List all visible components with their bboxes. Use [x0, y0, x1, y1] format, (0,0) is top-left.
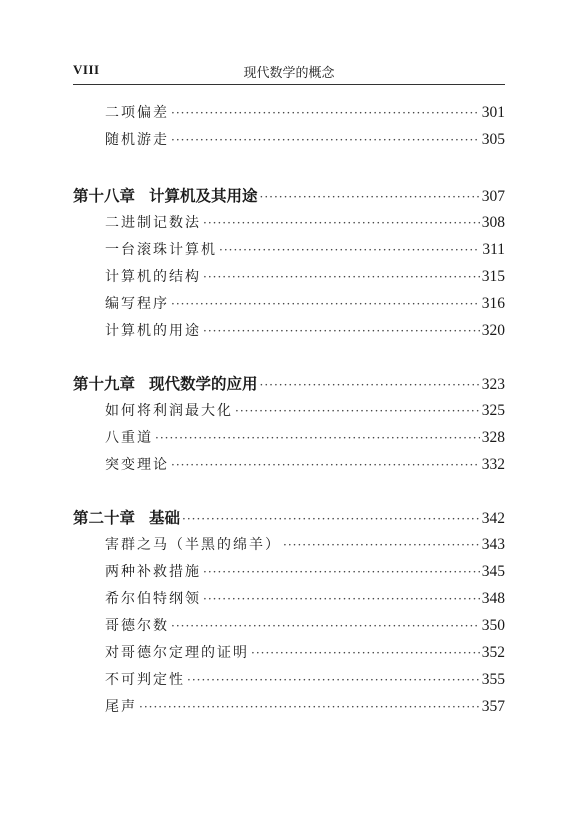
toc-entry-page: 308 — [481, 214, 505, 231]
dot-leader — [171, 127, 480, 154]
dot-leader — [171, 291, 480, 318]
toc-entry[interactable] — [73, 99, 505, 126]
chapter-number: 第二十章 — [73, 508, 136, 527]
toc-entry[interactable] — [73, 397, 505, 424]
chapter-page: 342 — [481, 510, 505, 527]
toc-entry-page: 320 — [481, 322, 505, 339]
toc-entry[interactable] — [73, 424, 505, 451]
toc-entry-title: 如何将利润最大化 — [105, 403, 233, 419]
toc-entry[interactable] — [73, 236, 505, 263]
toc-entry-title: 害群之马（半黑的绵羊） — [105, 537, 281, 553]
dot-leader — [187, 667, 480, 694]
toc-entry-title: 计算机的结构 — [105, 269, 201, 285]
toc-entry-page: 325 — [481, 402, 505, 419]
dot-leader — [203, 318, 480, 345]
dot-leader — [203, 210, 480, 237]
chapter-number: 第十九章 — [73, 374, 136, 393]
dot-leader — [251, 640, 480, 667]
chapter-title: 计算机及其用途 — [149, 186, 258, 205]
dot-leader — [171, 100, 480, 127]
chapter-number: 第十八章 — [73, 186, 136, 205]
toc-entry-page: 316 — [481, 295, 505, 312]
toc-entry-title: 两种补救措施 — [105, 564, 201, 580]
dot-leader — [155, 425, 480, 452]
page-number-roman: VIII — [73, 62, 100, 77]
toc-entry-page: 348 — [481, 590, 505, 607]
toc-entry[interactable] — [73, 290, 505, 317]
toc-entry-title: 二进制记数法 — [105, 215, 201, 231]
toc-entry[interactable] — [73, 558, 505, 585]
toc-entry-title: 对哥德尔定理的证明 — [105, 645, 249, 661]
table-of-contents — [73, 99, 505, 720]
toc-entry-page: 328 — [481, 429, 505, 446]
toc-entry[interactable] — [73, 451, 505, 478]
dot-leader — [283, 532, 480, 559]
dot-leader — [203, 586, 480, 613]
running-header — [73, 60, 505, 85]
toc-entry-page: 301 — [481, 104, 505, 121]
dot-leader — [219, 237, 480, 264]
toc-entry[interactable] — [73, 612, 505, 639]
toc-entry[interactable] — [73, 639, 505, 666]
dot-leader — [171, 613, 480, 640]
dot-leader — [203, 264, 480, 291]
toc-entry-title: 突变理论 — [105, 457, 169, 473]
toc-entry-title: 不可判定性 — [105, 672, 185, 688]
toc-chapter[interactable] — [73, 182, 505, 209]
dot-leader — [171, 452, 480, 479]
toc-entry-title: 随机游走 — [105, 132, 169, 148]
toc-entry-page: 345 — [481, 563, 505, 580]
toc-entry-title: 一台滚珠计算机 — [105, 242, 217, 258]
toc-entry-page: 343 — [481, 536, 505, 553]
chapter-page: 323 — [481, 376, 505, 393]
toc-entry-page: 311 — [482, 241, 505, 258]
toc-chapter[interactable] — [73, 370, 505, 397]
toc-entry-title: 尾声 — [105, 699, 137, 715]
toc-entry[interactable] — [73, 263, 505, 290]
toc-entry-page: 332 — [481, 456, 505, 473]
toc-entry-title: 希尔伯特纲领 — [105, 591, 201, 607]
toc-entry-title: 二项偏差 — [105, 105, 169, 121]
toc-entry-title: 八重道 — [105, 430, 153, 446]
toc-entry-page: 355 — [481, 671, 505, 688]
toc-entry[interactable] — [73, 693, 505, 720]
toc-entry-page: 305 — [481, 131, 505, 148]
toc-entry-title: 哥德尔数 — [105, 618, 169, 634]
toc-entry-title: 计算机的用途 — [105, 323, 201, 339]
chapter-title: 现代数学的应用 — [149, 374, 258, 393]
dot-leader — [260, 184, 480, 211]
toc-entry-page: 315 — [481, 268, 505, 285]
toc-entry-page: 357 — [481, 698, 505, 715]
dot-leader — [235, 398, 480, 425]
toc-entry[interactable] — [73, 585, 505, 612]
dot-leader — [203, 559, 480, 586]
toc-entry-page: 350 — [481, 617, 505, 634]
dot-leader — [139, 694, 480, 721]
toc-entry[interactable] — [73, 666, 505, 693]
book-title: 现代数学的概念 — [243, 66, 335, 81]
toc-entry[interactable] — [73, 531, 505, 558]
dot-leader — [182, 506, 480, 533]
chapter-page: 307 — [481, 188, 505, 205]
toc-entry[interactable] — [73, 317, 505, 344]
toc-entry-title: 编写程序 — [105, 296, 169, 312]
chapter-title: 基础 — [149, 508, 181, 527]
toc-chapter[interactable] — [73, 504, 505, 531]
toc-entry[interactable] — [73, 126, 505, 153]
toc-entry[interactable] — [73, 209, 505, 236]
dot-leader — [260, 372, 480, 399]
toc-entry-page: 352 — [481, 644, 505, 661]
